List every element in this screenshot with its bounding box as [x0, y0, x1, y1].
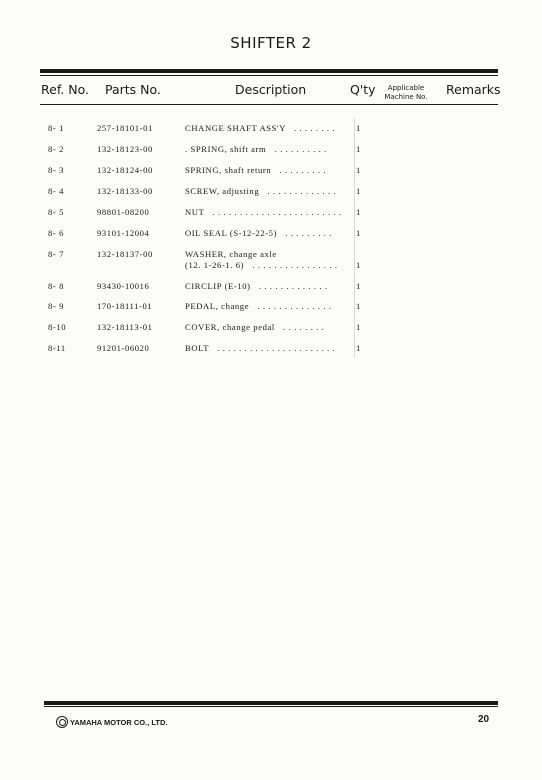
ref-no-cell: 8- 6: [48, 228, 65, 238]
parts-no-cell: 132-18124-00: [97, 165, 153, 175]
ref-no-cell: 8- 4: [48, 186, 65, 196]
description-cell-continued: (12. 1-26-1. 6) . . . . . . . . . . . . . . . .: [185, 260, 338, 270]
yamaha-logo-icon: [56, 716, 68, 728]
description-cell: SCREW, adjusting . . . . . . . . . . . . .: [185, 186, 337, 196]
qty-cell: 1: [356, 165, 361, 175]
ref-no-cell: 8- 1: [48, 123, 65, 133]
qty-cell: 1: [356, 343, 361, 353]
company-name: YAMAHA MOTOR CO., LTD.: [70, 717, 168, 727]
qty-cell: 1: [356, 260, 361, 270]
parts-no-cell: 132-18113-01: [97, 322, 153, 332]
qty-cell: 1: [356, 207, 361, 217]
header-ref-no: Ref. No.: [41, 82, 90, 97]
parts-no-cell: 132-18133-00: [97, 186, 153, 196]
ref-no-cell: 8-10: [48, 322, 67, 332]
description-cell: WASHER, change axle: [185, 249, 277, 259]
description-cell: BOLT . . . . . . . . . . . . . . . . . . . . . .: [185, 343, 336, 353]
parts-no-cell: 93430-10016: [97, 281, 150, 291]
ref-no-cell: 8-11: [48, 343, 66, 353]
qty-cell: 1: [356, 322, 361, 332]
qty-cell: 1: [356, 301, 361, 311]
description-cell: NUT . . . . . . . . . . . . . . . . . . . . . . . .: [185, 207, 342, 217]
header-remarks: Remarks: [446, 82, 501, 97]
ref-no-cell: 8- 2: [48, 144, 65, 154]
header-qty: Q'ty: [350, 82, 376, 97]
footer-rule-thin: [44, 706, 498, 707]
qty-cell: 1: [356, 123, 361, 133]
ref-no-cell: 8- 7: [48, 249, 65, 259]
parts-no-cell: 132-18123-00: [97, 144, 153, 154]
qty-column-divider: [354, 118, 355, 358]
qty-cell: 1: [356, 281, 361, 291]
description-cell: . SPRING, shift arm . . . . . . . . . .: [185, 144, 327, 154]
parts-no-cell: 257-18101-01: [97, 123, 153, 133]
page-title: SHIFTER 2: [230, 34, 312, 52]
parts-no-cell: 98801-08200: [97, 207, 150, 217]
header-description: Description: [235, 82, 307, 97]
header-applicable-line2: Machine No.: [384, 93, 428, 101]
header-rule: [40, 104, 498, 105]
ref-no-cell: 8- 5: [48, 207, 65, 217]
header-applicable-machine: [380, 84, 432, 102]
qty-cell: 1: [356, 228, 361, 238]
top-rule-thick: [40, 69, 498, 73]
qty-cell: 1: [356, 186, 361, 196]
ref-no-cell: 8- 9: [48, 301, 65, 311]
parts-no-cell: 132-18137-00: [97, 249, 153, 259]
footer-rule-thick: [44, 701, 498, 705]
ref-no-cell: 8- 8: [48, 281, 65, 291]
description-cell: CIRCLIP (E-10) . . . . . . . . . . . . .: [185, 281, 328, 291]
parts-no-cell: 91201-06020: [97, 343, 150, 353]
description-cell: PEDAL, change . . . . . . . . . . . . . .: [185, 301, 332, 311]
description-cell: CHANGE SHAFT ASS'Y . . . . . . . .: [185, 123, 336, 133]
qty-cell: 1: [356, 144, 361, 154]
top-rule-thin: [40, 75, 498, 76]
header-applicable-line1: Applicable: [387, 84, 425, 92]
parts-no-cell: 93101-12004: [97, 228, 150, 238]
ref-no-cell: 8- 3: [48, 165, 65, 175]
parts-no-cell: 170-18111-01: [97, 301, 153, 311]
description-cell: OIL SEAL (S-12-22-5) . . . . . . . . .: [185, 228, 333, 238]
page-number: 20: [478, 714, 490, 725]
header-parts-no: Parts No.: [105, 82, 161, 97]
description-cell: SPRING, shaft return . . . . . . . . .: [185, 165, 327, 175]
footer-company: [56, 715, 168, 729]
description-cell: COVER, change pedal . . . . . . . .: [185, 322, 325, 332]
